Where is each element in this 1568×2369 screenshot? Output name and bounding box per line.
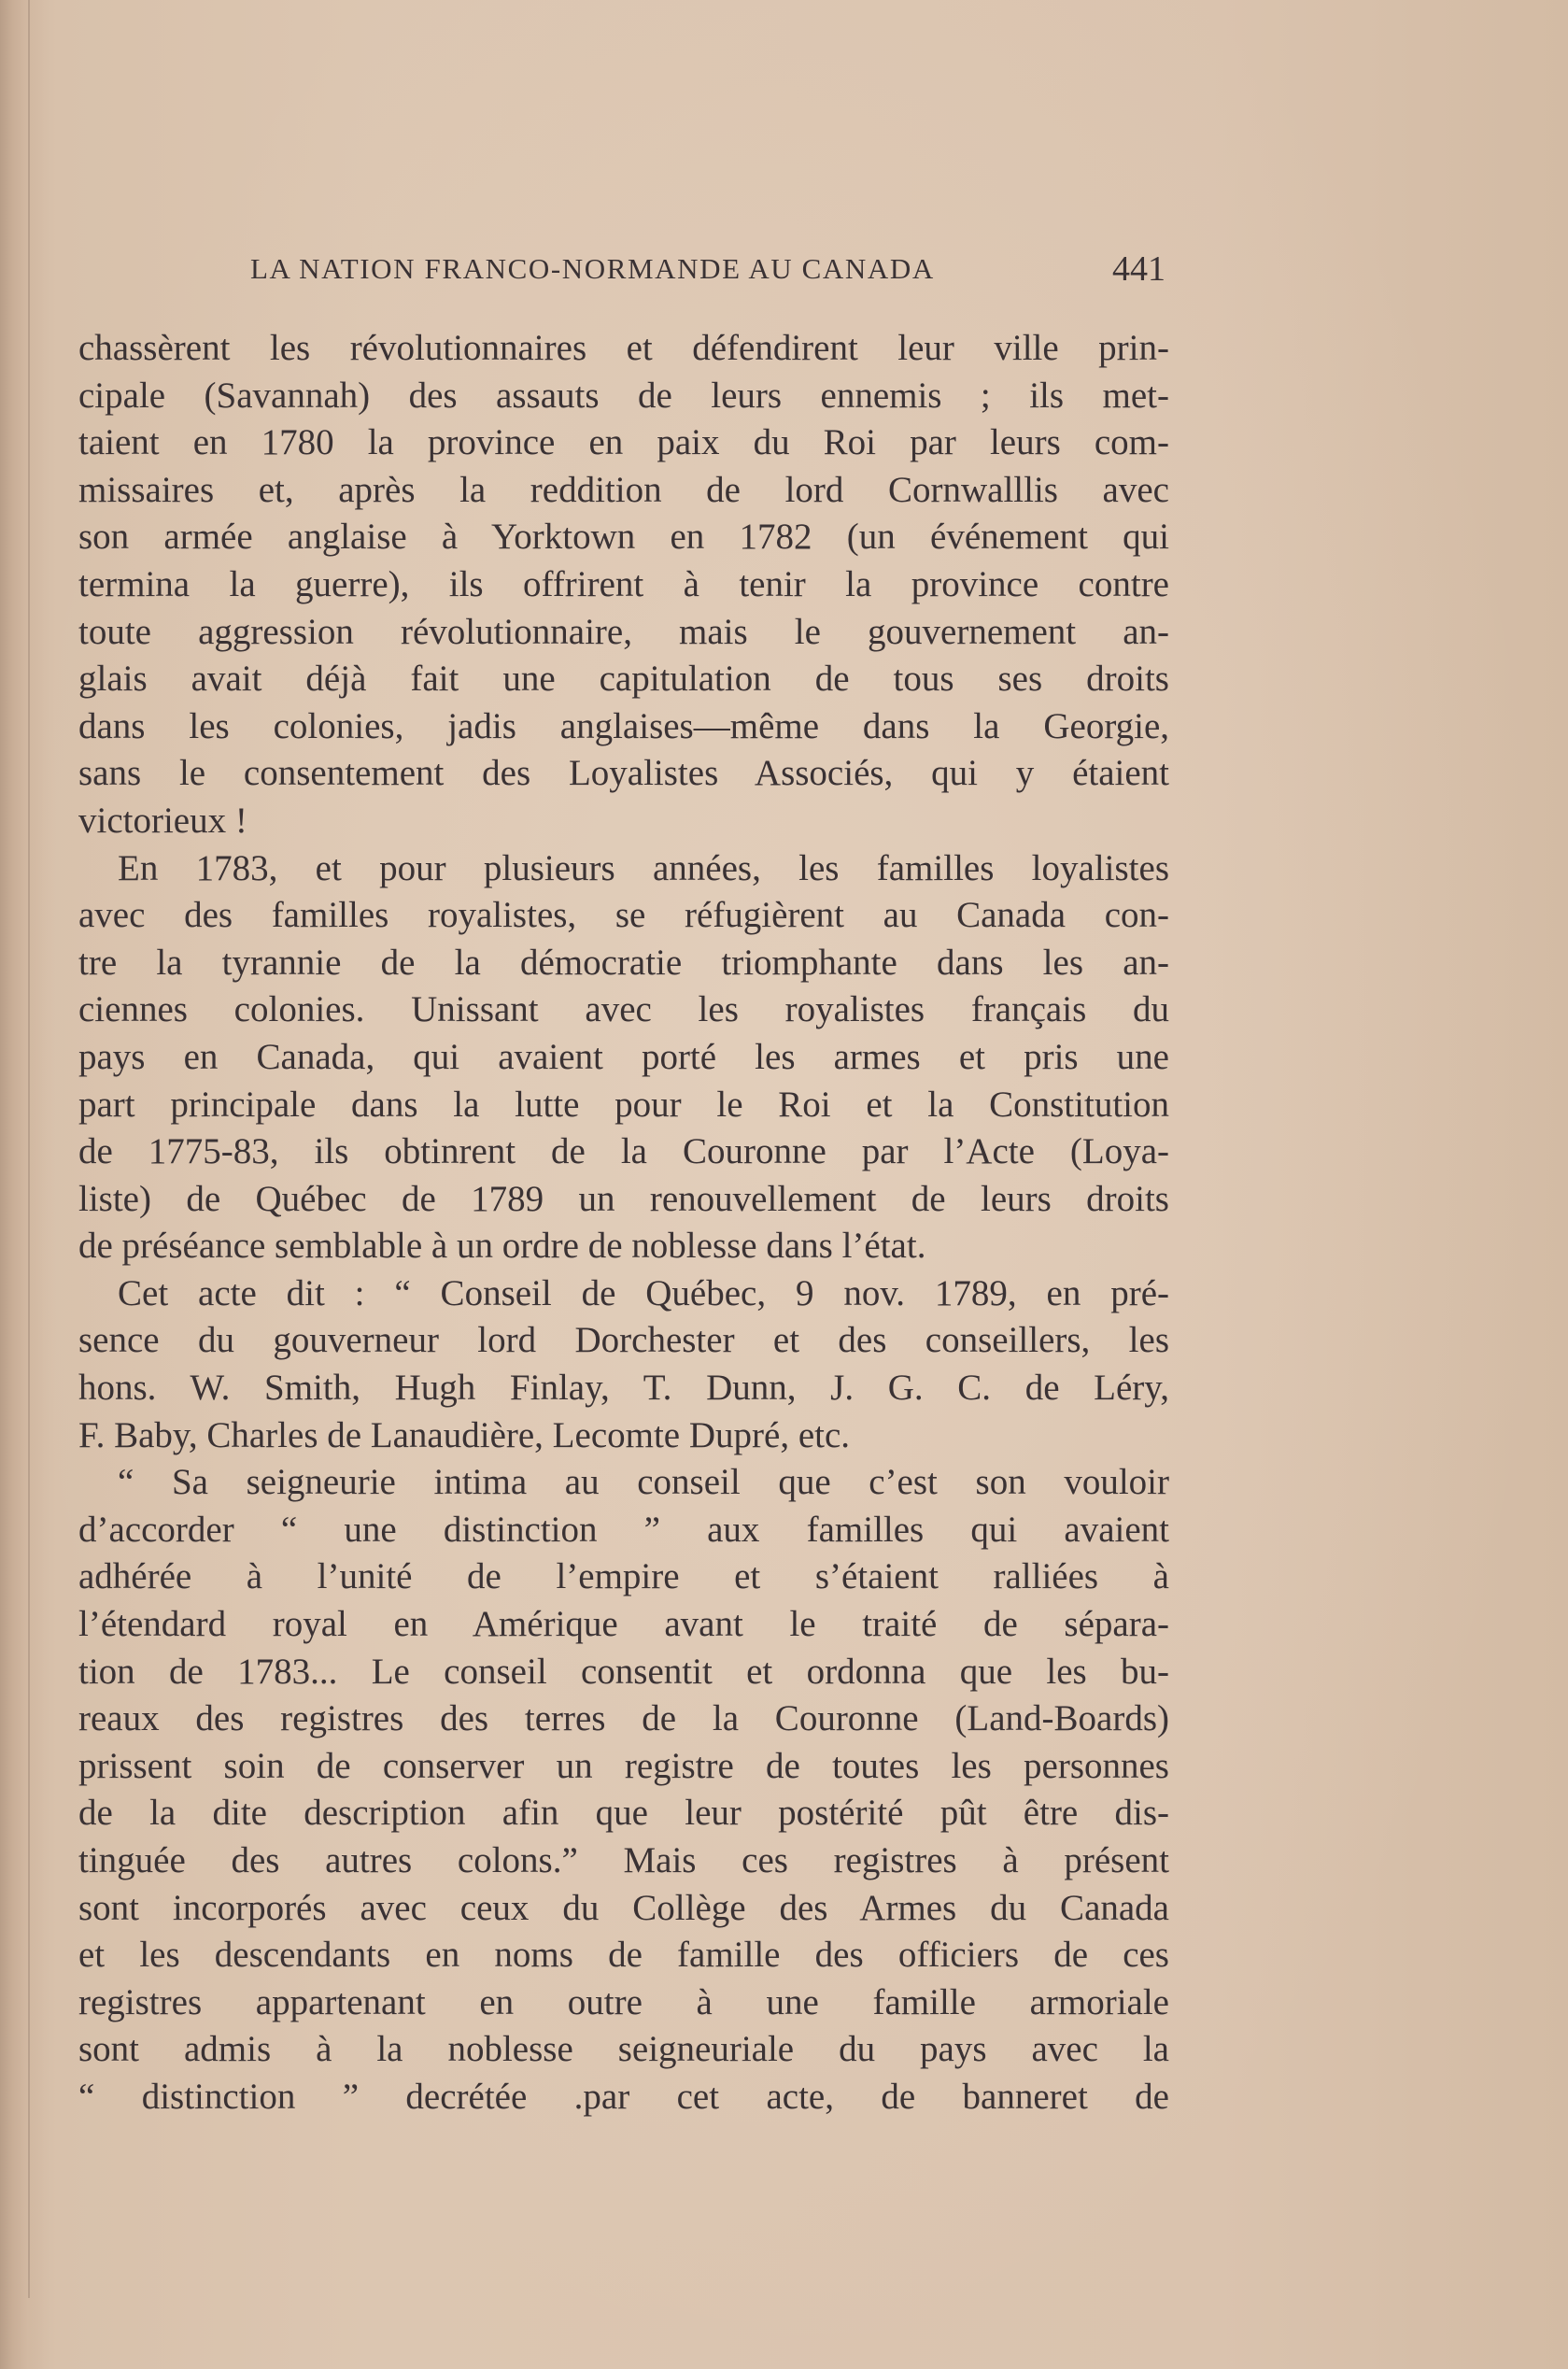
text-line: “ Sa seigneurie intima au conseil que c’est son vouloir bbox=[118, 1462, 1169, 1503]
page-number: 441 bbox=[1112, 249, 1165, 289]
text-line: et les descendants en noms de famille des officiers de ces bbox=[78, 1935, 1169, 1976]
text-line: son armée anglaise à Yorktown en 1782 (un événement qui bbox=[78, 517, 1169, 558]
text-line: pays en Canada, qui avaient porté les armes et pris une bbox=[78, 1036, 1169, 1077]
text-line: tre la tyrannie de la démocratie triomphante dans les an- bbox=[78, 942, 1169, 983]
text-line: sont incorporés avec ceux du Collège des Armes du Canada bbox=[78, 1887, 1169, 1928]
text-line: chassèrent les révolutionnaires et défendirent leur ville prin- bbox=[78, 328, 1169, 368]
text-line: En 1783, et pour plusieurs années, les familles loyalistes bbox=[118, 847, 1169, 888]
text-line: termina la guerre), ils offrirent à tenir la province contre bbox=[78, 563, 1169, 604]
text-line: tinguée des autres colons.” Mais ces registres à présent bbox=[78, 1840, 1169, 1880]
text-line: de la dite description afin que leur postérité pût être dis- bbox=[78, 1793, 1169, 1834]
text-line: avec des familles royalistes, se réfugièrent au Canada con- bbox=[78, 895, 1169, 936]
text-line: sence du gouverneur lord Dorchester et des conseillers, les bbox=[78, 1320, 1169, 1361]
text-line: part principale dans la lutte pour le Roi et la Constitution bbox=[78, 1084, 1169, 1125]
text-line: toute aggression révolutionnaire, mais le gouvernement an- bbox=[78, 611, 1169, 652]
text-line: ciennes colonies. Unissant avec les royalistes français du bbox=[78, 989, 1169, 1030]
text-line: prissent soin de conserver un registre de toutes les personnes bbox=[78, 1745, 1169, 1786]
text-line: victorieux ! bbox=[78, 800, 247, 841]
text-line: adhérée à l’unité de l’empire et s’étaient ralliées à bbox=[78, 1556, 1169, 1597]
text-line: reaux des registres des terres de la Couronne (Land-Boards) bbox=[78, 1698, 1169, 1739]
text-line: sans le consentement des Loyalistes Associés, qui y étaient bbox=[78, 753, 1169, 794]
text-line: taient en 1780 la province en paix du Roi par leurs com- bbox=[78, 422, 1169, 463]
text-line: sont admis à la noblesse seigneuriale du pays avec la bbox=[78, 2029, 1169, 2070]
body-text bbox=[78, 325, 1169, 2121]
text-line: glais avait déjà fait une capitulation de tous ses droits bbox=[78, 659, 1169, 700]
text-line: liste) de Québec de 1789 un renouvellement de leurs droits bbox=[78, 1178, 1169, 1219]
running-title: LA NATION FRANCO-NORMANDE AU CANADA bbox=[250, 252, 935, 285]
text-line: d’accorder “ une distinction ” aux familles qui avaient bbox=[78, 1509, 1169, 1550]
text-line: Cet acte dit : “ Conseil de Québec, 9 nov. 1789, en pré- bbox=[118, 1272, 1169, 1313]
text-line: missaires et, après la reddition de lord Cornwalllis avec bbox=[78, 469, 1169, 510]
text-line: l’étendard royal en Amérique avant le traité de sépara- bbox=[78, 1604, 1169, 1645]
running-header bbox=[250, 248, 1165, 293]
text-line: de 1775-83, ils obtinrent de la Couronne par l’Acte (Loya- bbox=[78, 1131, 1169, 1172]
text-line: cipale (Savannah) des assauts de leurs ennemis ; ils met- bbox=[78, 375, 1169, 416]
text-line: tion de 1783... Le conseil consentit et ordonna que les bu- bbox=[78, 1651, 1169, 1692]
text-line: hons. W. Smith, Hugh Finlay, T. Dunn, J. G. C. de Léry, bbox=[78, 1368, 1169, 1409]
gutter-edge bbox=[28, 0, 30, 2298]
page-gutter bbox=[0, 0, 45, 2369]
text-line: registres appartenant en outre à une famille armoriale bbox=[78, 1981, 1169, 2022]
text-line: F. Baby, Charles de Lanaudière, Lecomte Dupré, etc. bbox=[78, 1414, 851, 1455]
text-line: de préséance semblable à un ordre de noblesse dans l’état. bbox=[78, 1226, 926, 1267]
text-line: dans les colonies, jadis anglaises—même dans la Georgie, bbox=[78, 705, 1169, 746]
text-line: “ distinction ” decrétée .par cet acte, de banneret de bbox=[78, 2076, 1169, 2117]
